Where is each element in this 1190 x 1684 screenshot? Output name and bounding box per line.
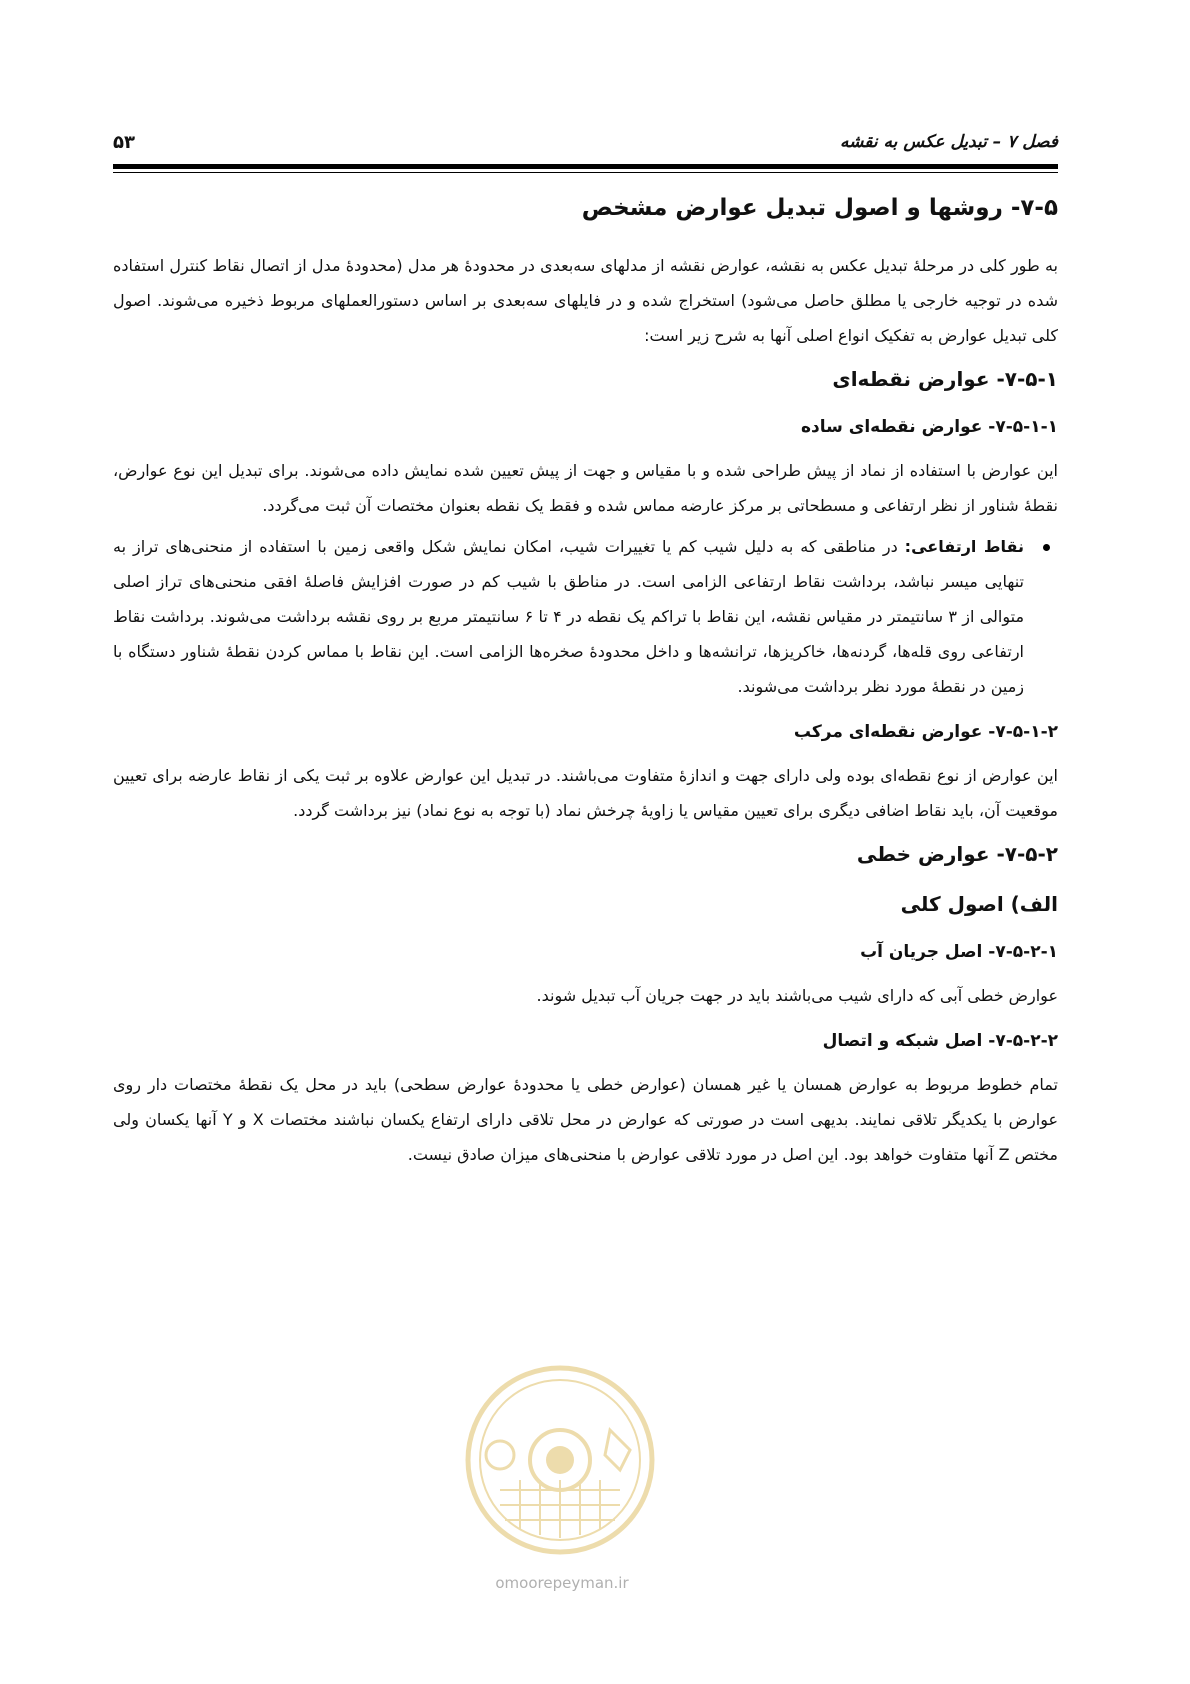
bullet-text: در مناطقی که به دلیل شیب کم یا تغییرات شیب، امکان نمایش شکل واقعی زمین با استفاده از منحنی‌های تراز به تنهایی میسر نباشد، برداشت نقاط ارتفاعی الزامی است. در مناطق با شیب کم در صورت افزایش فاصلهٔ افقی منحنی‌های تراز اصلی متوالی از ۳ سانتیمتر در مقیاس نقشه، این نقاط با تراکم یک نقطه در ۴ تا ۶ سانتیمتر مربع بر روی نقشه برداشت می‌شوند. برداشت نقاط ارتفاعی روی قله‌ها، گردنه‌ها، خاکریزها، ترانشه‌ها و داخل محدودهٔ صخره‌ها الزامی است. این نقاط با مماس کردن نقطهٔ شناور دستگاه با زمین در نقطهٔ مورد نظر برداشت می‌شوند. — [113, 537, 1025, 696]
subsection-point-features-title: ۷-۵-۱- عوارض نقطه‌ای — [832, 367, 1058, 391]
compound-point-features-title: ۷-۵-۱-۲- عوارض نقطه‌ای مرکب — [793, 722, 1058, 742]
page-content — [113, 188, 1058, 1178]
water-flow-principle-text: عوارض خطی آبی که دارای شیب می‌باشند باید در جهت جریان آب تبدیل شوند. — [536, 986, 1058, 1005]
water-flow-principle-title: ۷-۵-۲-۱- اصل جریان آب — [860, 942, 1058, 962]
compound-point-features-text: این عوارض از نوع نقطه‌ای بوده ولی دارای جهت و اندازهٔ متفاوت می‌باشند. در تبدیل این عوارض علاوه بر ثبت یکی از نقاط عارضه برای تعیین موقعیت آن، باید نقاط اضافی دیگری برای تعیین مقیاس یا زاویهٔ چرخش نماد (با توجه به نوع نماد) نیز برداشت گردد. — [113, 766, 1058, 820]
page-header — [113, 120, 1058, 168]
elevation-points-bullet — [113, 529, 1058, 704]
header-rule-thin — [113, 172, 1058, 173]
simple-point-features-text: این عوارض با استفاده از نماد از پیش طراحی شده و با مقیاس و جهت از پیش تعیین شده نمایش داده می‌شوند. برای تبدیل این نوع عوارض، نقطهٔ شناور از نظر ارتفاعی و مسطحاتی بر مرکز عارضه مماس شده و فقط یک نقطه بعنوان مختصات آن ثبت می‌گردد. — [113, 461, 1058, 515]
network-connection-principle-text: تمام خطوط مربوط به عوارض همسان یا غیر همسان (عوارض خطی یا محدودهٔ عوارض سطحی) باید در محل یک نقطهٔ مختصات دار روی عوارض با یکدیگر تلاقی نمایند. بدیهی است در صورتی که عوارض در محل تلاقی دارای ارتفاع یکسان نباشند مختصات X و Y آنها یکسان ولی مختص Z آنها متفاوت خواهد بود. این اصل در مورد تلاقی عوارض با منحنی‌های میزان صادق نیست. — [113, 1075, 1059, 1164]
watermark-seal-icon — [460, 1360, 660, 1570]
section-intro: به طور کلی در مرحلهٔ تبدیل عکس به نقشه، عوارض نقشه از مدلهای سه‌بعدی در محدودهٔ هر مدل (محدودهٔ مدل از اتصال نقاط کنترل استفاده شده در توجیه خارجی یا مطلق حاصل می‌شود) استخراج شده و در فایلهای سه‌بعدی بر اساس دستورالعملهای مربوط ذخیره می‌شوند. اصول کلی تبدیل عوارض به تفکیک انواع اصلی آنها به شرح زیر است: — [113, 256, 1058, 345]
bullet-dot-icon — [1043, 544, 1050, 551]
bullet-term: نقاط ارتفاعی: — [904, 537, 1025, 556]
section-title: ۷-۵- روشها و اصول تبدیل عوارض مشخص — [581, 195, 1058, 221]
header-rule-thick — [113, 164, 1058, 169]
network-connection-principle-title: ۷-۵-۲-۲- اصل شبکه و اتصال — [822, 1031, 1058, 1051]
simple-point-features-title: ۷-۵-۱-۱- عوارض نقطه‌ای ساده — [801, 417, 1058, 437]
chapter-title: فصل ۷ – تبدیل عکس به نقشه — [840, 132, 1058, 152]
page-number: ۵۳ — [113, 132, 135, 153]
general-principles-title: الف) اصول کلی — [900, 892, 1058, 916]
subsection-linear-features-title: ۷-۵-۲- عوارض خطی — [856, 842, 1058, 866]
watermark-site: omoorepeyman.ir — [495, 1574, 629, 1592]
